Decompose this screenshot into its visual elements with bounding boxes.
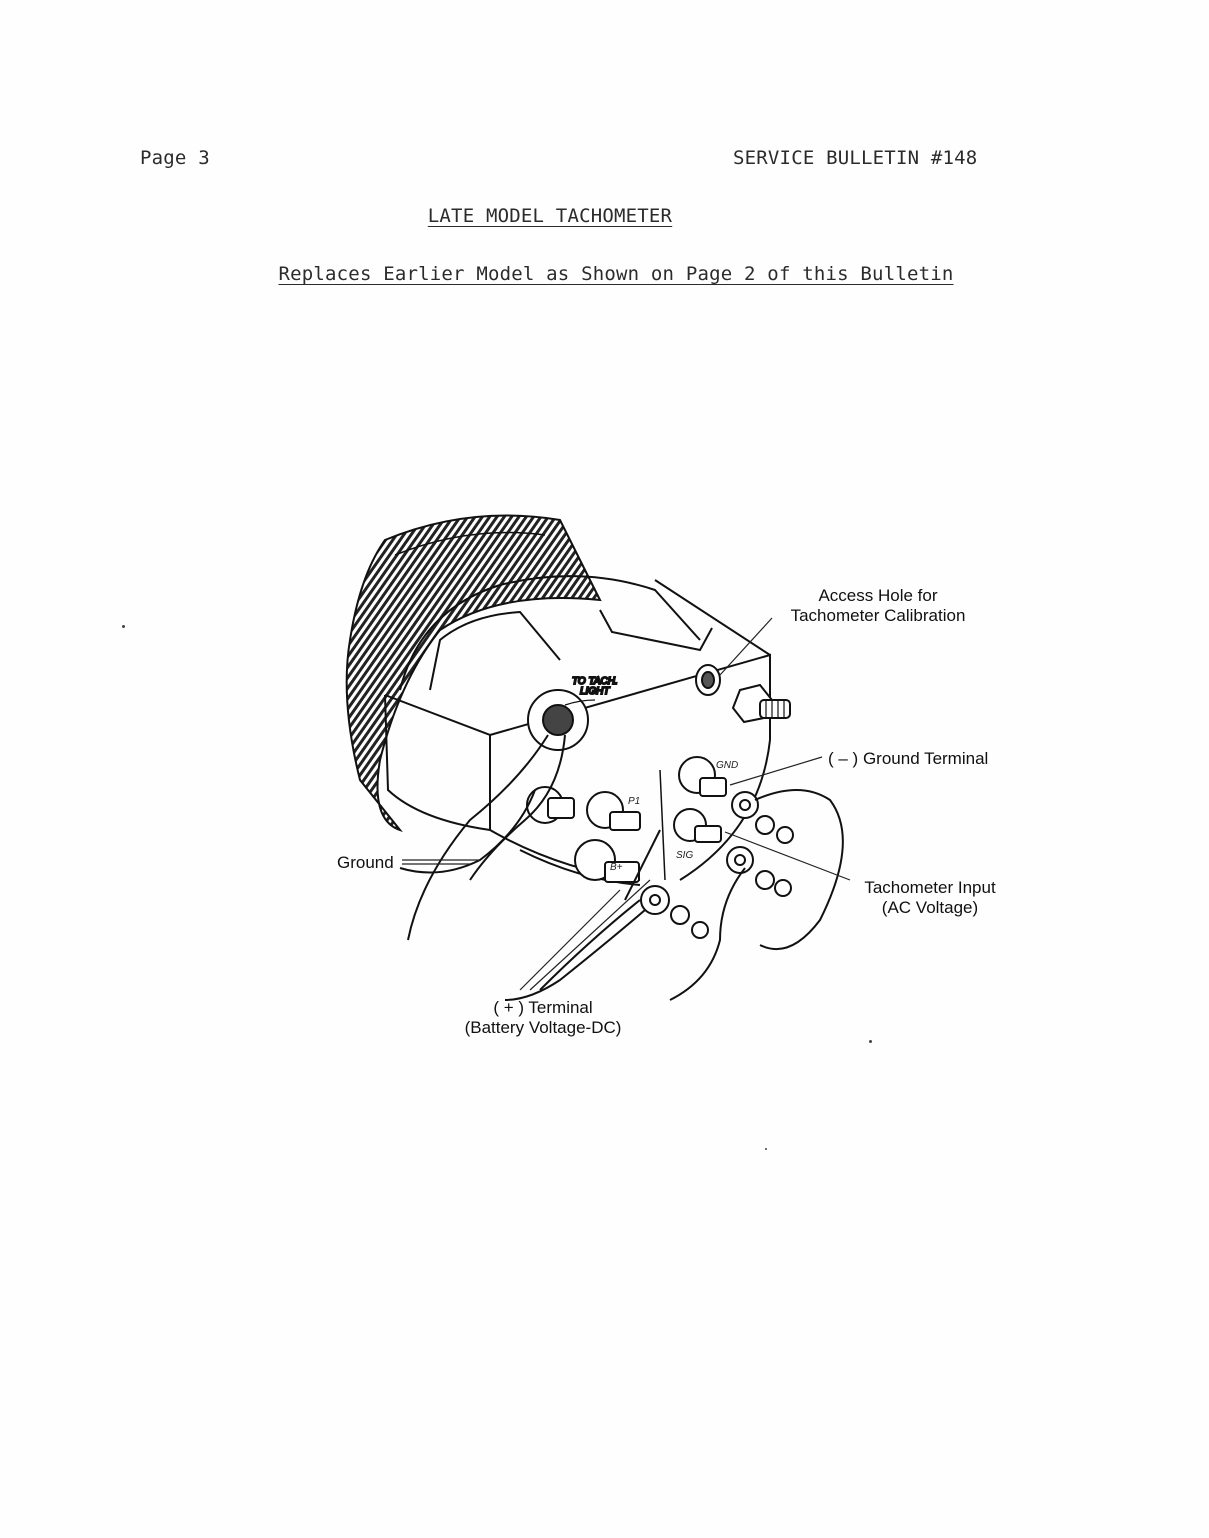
svg-text:TO TACH.: TO TACH.: [572, 676, 618, 687]
callout-access-hole: Access Hole for Tachometer Calibration: [790, 586, 966, 625]
callout-plus-terminal: ( + ) Terminal (Battery Voltage-DC): [464, 998, 622, 1037]
document-subtitle: Replaces Earlier Model as Shown on Page 2 of this Bulletin: [278, 263, 954, 285]
document-title: LATE MODEL TACHOMETER: [427, 205, 673, 227]
scan-speck: [122, 625, 125, 628]
callout-ground-terminal: ( – ) Ground Terminal: [828, 749, 989, 768]
bulletin-number: SERVICE BULLETIN #148: [733, 147, 978, 169]
callout-tach-input: Tachometer Input (AC Voltage): [864, 878, 996, 917]
mounting-stud: [733, 685, 790, 722]
scan-speck: [869, 1040, 872, 1043]
svg-text:P1: P1: [628, 796, 641, 807]
svg-text:GND: GND: [716, 760, 739, 771]
calibration-access-hole: [696, 665, 720, 695]
scan-speck: [765, 1148, 767, 1150]
page-number: Page 3: [140, 147, 210, 169]
callout-ground: Ground: [337, 853, 394, 872]
callout-leaders: [402, 618, 850, 990]
svg-text:SIG: SIG: [676, 850, 694, 861]
svg-text:LIGHT: LIGHT: [580, 686, 610, 697]
light-socket: [528, 676, 618, 750]
gauge-bezel: [347, 516, 600, 831]
svg-text:B+: B+: [610, 862, 623, 873]
